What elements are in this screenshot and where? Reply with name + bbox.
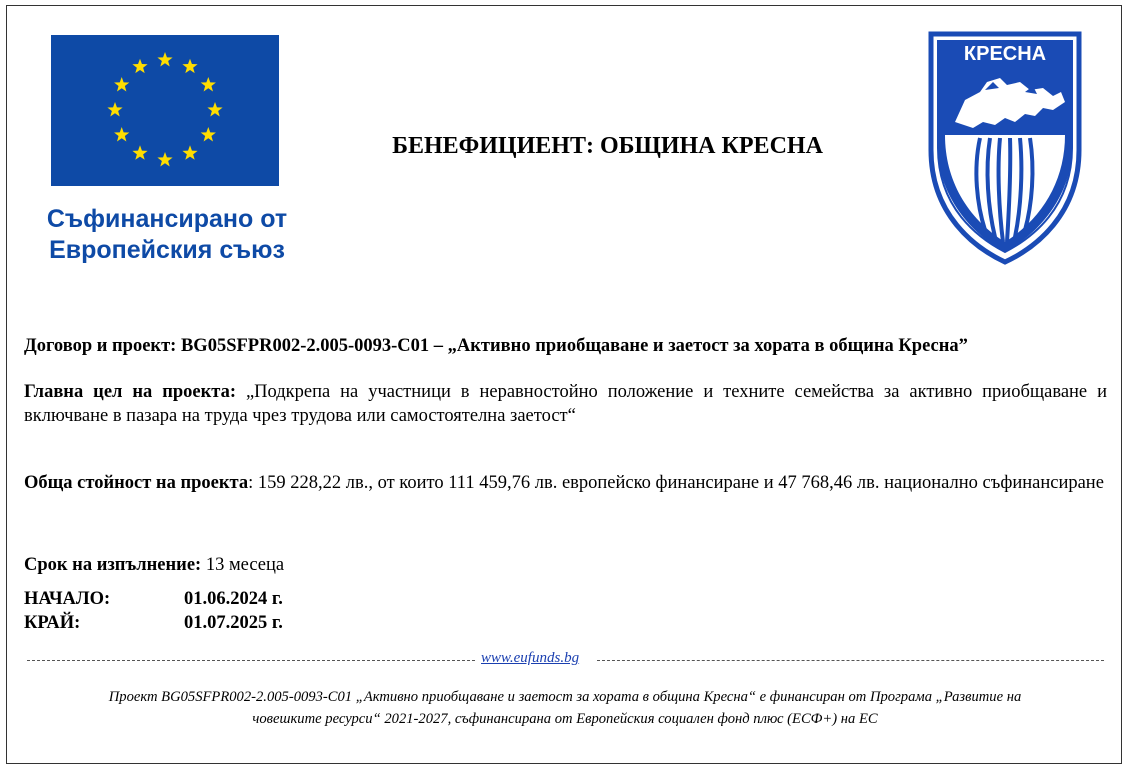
project-dates: [24, 587, 283, 635]
start-label: НАЧАЛО:: [24, 589, 111, 609]
value-text: : 159 228,22 лв., от които 111 459,76 лв. европейско финансиране и 47 768,46 лв. национално съфинансиране: [248, 473, 1104, 493]
value-label: Обща стойност на проекта: [24, 473, 249, 493]
eu-stars-icon: [51, 35, 279, 186]
funding-footnote: [40, 686, 1090, 730]
duration-value: 13 месеца: [201, 555, 285, 575]
eu-star-icon: [132, 59, 147, 73]
contract-value: BG05SFPR002-2.005-0093-C01 – „Активно приобщаване и заетост за хората в община Кресна”: [180, 336, 968, 356]
eu-star-icon: [182, 145, 197, 159]
eu-star-icon: [157, 152, 172, 166]
eu-star-icon: [107, 102, 122, 116]
eu-star-icon: [114, 127, 129, 141]
eu-star-icon: [114, 77, 129, 91]
divider-line-right: [597, 660, 1104, 661]
eu-flag-logo: [51, 35, 279, 186]
eu-caption-line1: Съфинансирано от: [46, 205, 288, 233]
start-value: 01.06.2024 г.: [184, 589, 283, 609]
value-paragraph: [24, 471, 1107, 495]
contract-paragraph: [24, 334, 1107, 358]
divider-line-left: [27, 660, 475, 661]
kresna-crest-logo: [925, 30, 1085, 266]
goal-paragraph: [24, 380, 1107, 428]
eu-star-icon: [132, 145, 147, 159]
footnote-line2: човешките ресурси“ 2021-2027, съфинансирана от Европейския социален фонд плюс (ЕСФ+) на ЕС: [252, 711, 878, 727]
duration-label: Срок на изпълнение:: [24, 555, 202, 575]
footer-divider: [27, 650, 1104, 670]
contract-label: Договор и проект:: [24, 336, 177, 356]
eu-star-icon: [207, 102, 222, 116]
eu-star-icon: [182, 59, 197, 73]
eu-cofunded-caption: [22, 204, 312, 266]
goal-value: „Подкрепа на участници в неравностойно положение и техните семейства за активно приобщаване и включване в пазара на труда чрез трудова или самостоятелна заетост“: [24, 382, 1107, 426]
eu-caption-line2: Европейския съюз: [49, 236, 285, 264]
footnote-line1: Проект BG05SFPR002-2.005-0093-C01 „Активно приобщаване и заетост за хората в община Кресна“ е финансиран от Програма „Развитие на: [108, 689, 1022, 705]
eufunds-link[interactable]: www.eufunds.bg: [481, 650, 580, 666]
duration-paragraph: [24, 553, 1107, 577]
eu-star-icon: [201, 127, 216, 141]
start-date-row: [24, 587, 283, 611]
end-label: КРАЙ:: [24, 613, 81, 633]
goal-label: Главна цел на проекта:: [24, 382, 236, 402]
eu-star-icon: [157, 52, 172, 66]
end-date-row: [24, 611, 283, 635]
crest-town-name: КРЕСНА: [963, 43, 1047, 65]
end-value: 01.07.2025 г.: [184, 613, 283, 633]
beneficiary-title: БЕНЕФИЦИЕНТ: ОБЩИНА КРЕСНА: [392, 133, 823, 159]
eu-star-icon: [201, 77, 216, 91]
